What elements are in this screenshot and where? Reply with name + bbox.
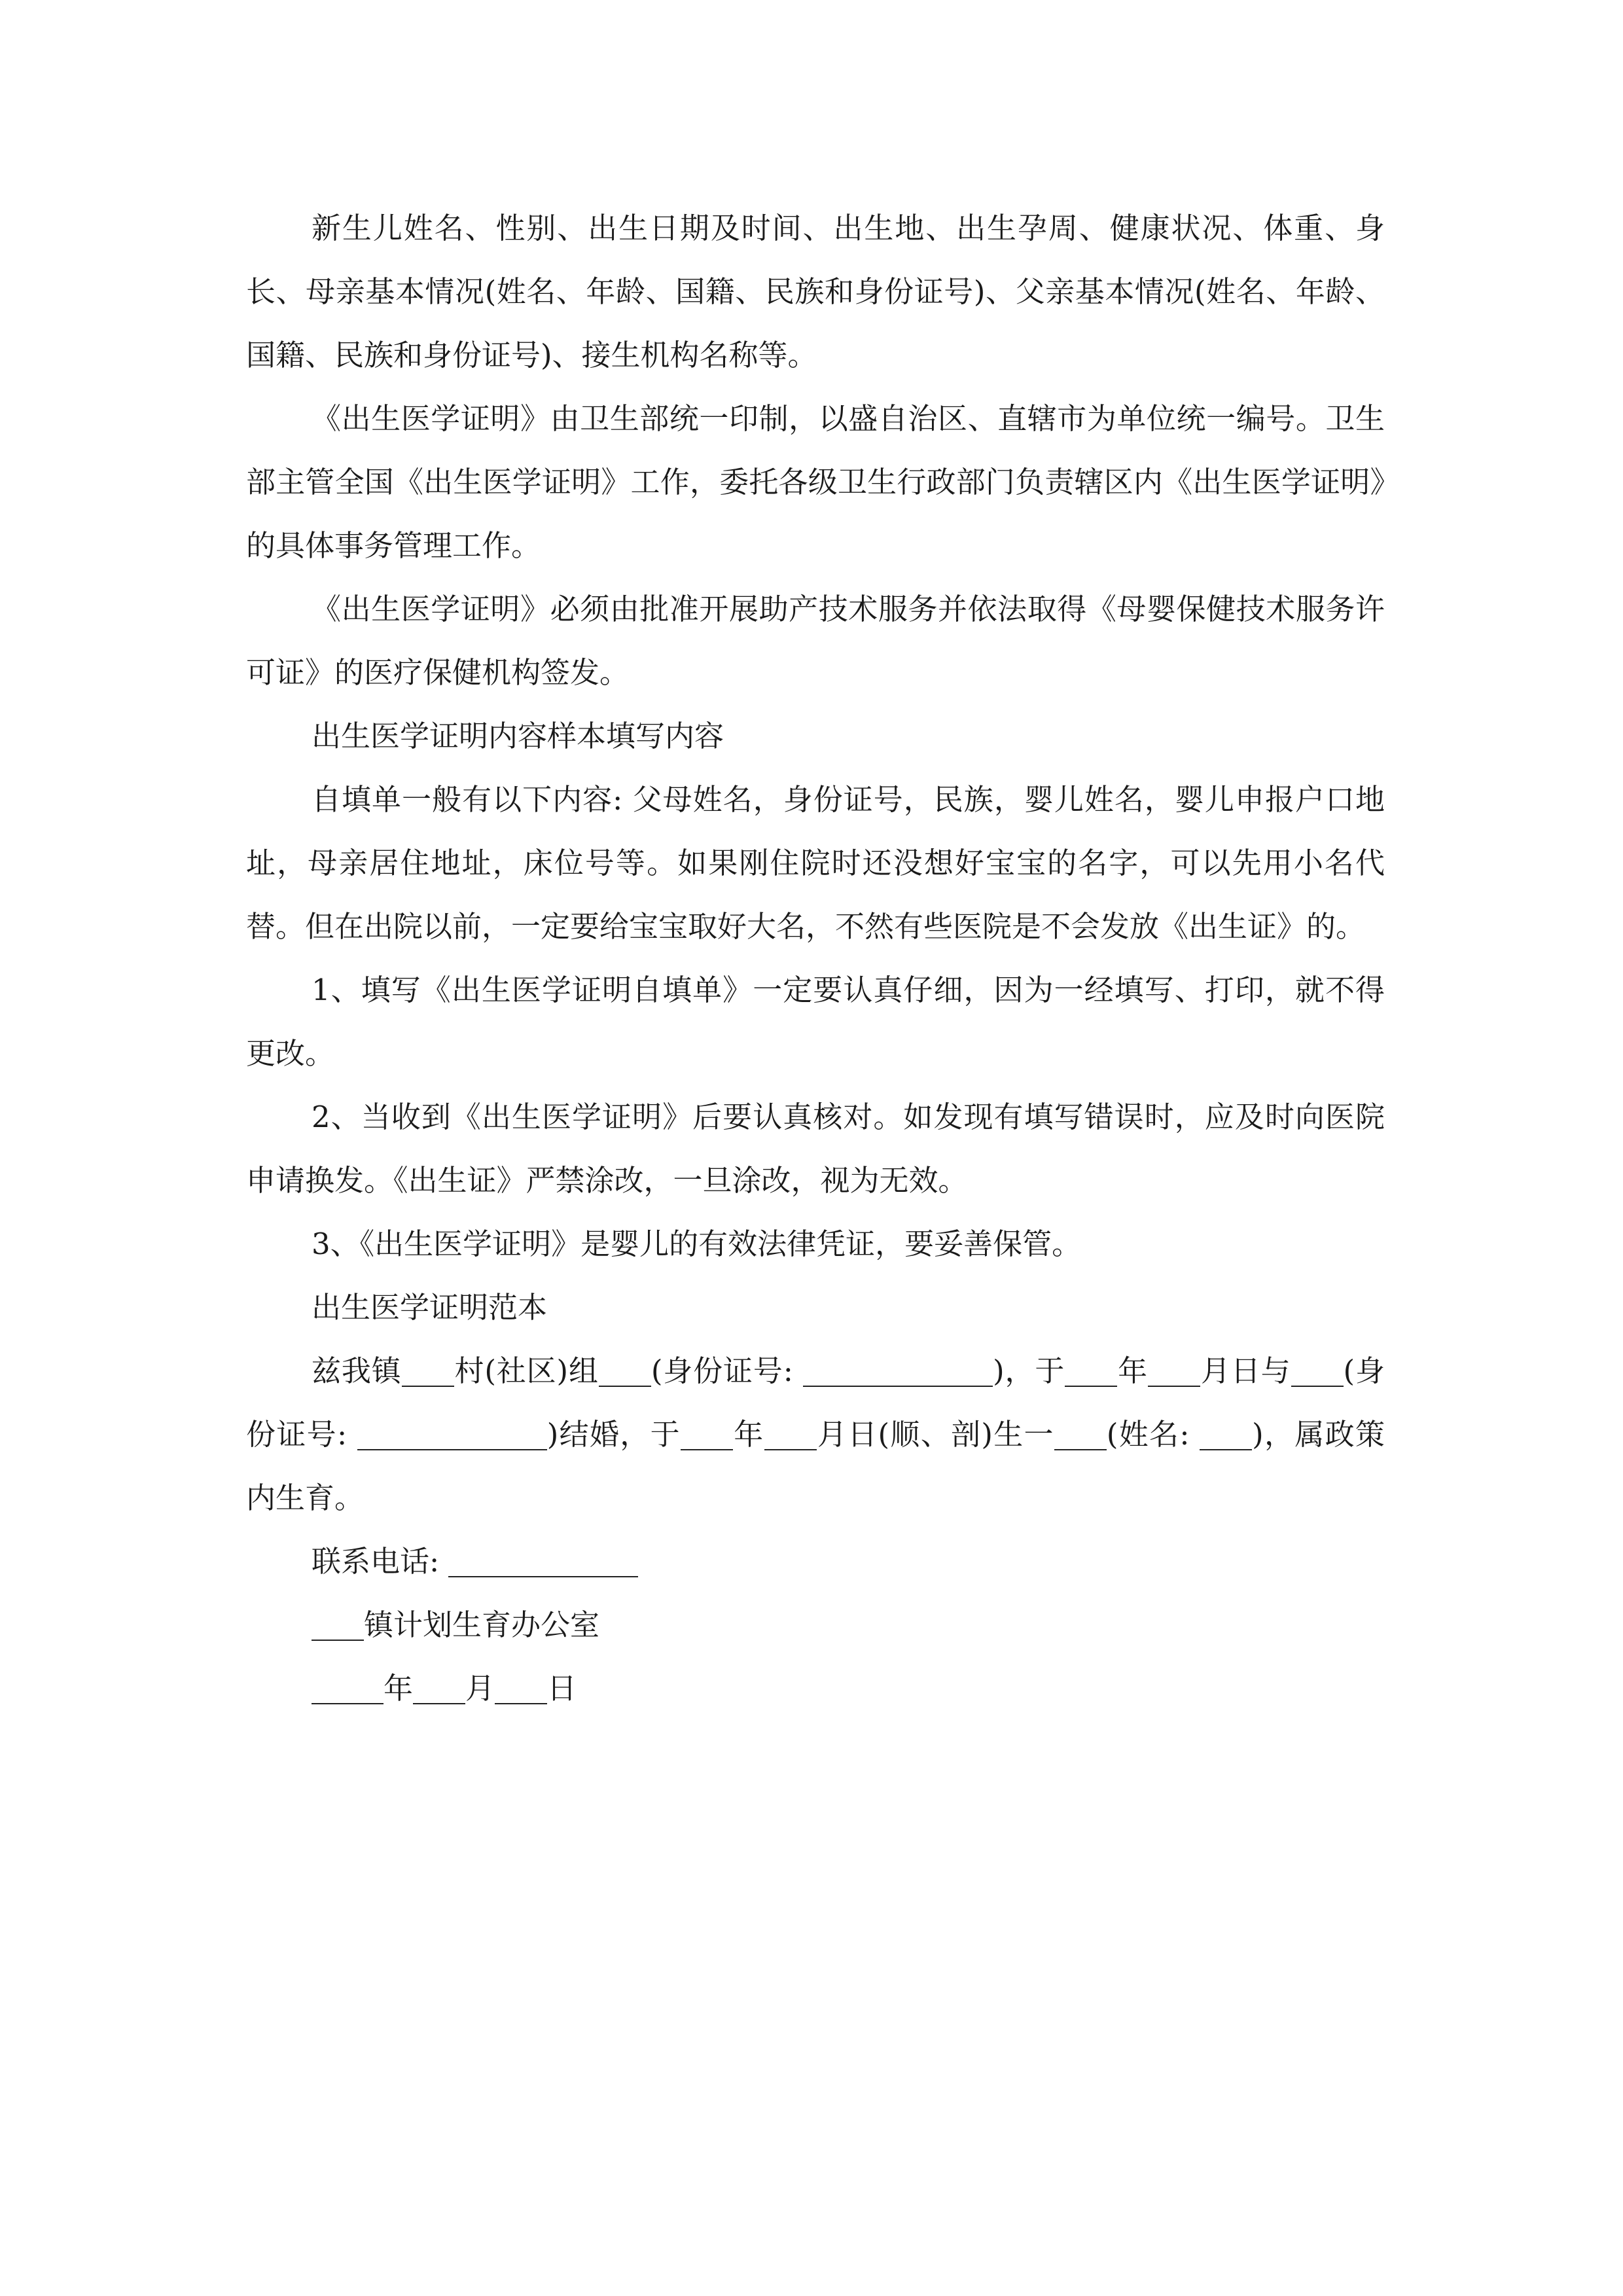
- blank-field: [1291, 1356, 1344, 1387]
- office-label: 镇计划生育办公室: [364, 1607, 600, 1642]
- month-label: 月: [465, 1671, 495, 1706]
- list-item-3: 3、《出生医学证明》是婴儿的有效法律凭证，要妥善保管。: [312, 1227, 1082, 1261]
- list-item-2: 2、当收到《出生医学证明》后要认真核对。如发现有填写错误时，应及时向医院申请换发。《出生证》严禁涂改，一旦涂改，视为无效。: [246, 1100, 1385, 1198]
- template-text: (身份证号:: [651, 1354, 804, 1388]
- template-text: (姓名:: [1106, 1417, 1200, 1452]
- section-heading-sample-content: 出生医学证明内容样本填写内容: [312, 719, 724, 753]
- contact-phone-line: [246, 1530, 1385, 1593]
- document-body: [246, 196, 1385, 1720]
- blank-field: [402, 1356, 454, 1387]
- date-line: [246, 1657, 1385, 1720]
- blank-field: [357, 1420, 547, 1450]
- blank-field: [803, 1356, 993, 1387]
- template-text: 村(社区)组: [454, 1354, 599, 1388]
- template-text: (身份证号:: [246, 1354, 1385, 1452]
- month-blank: [413, 1674, 465, 1704]
- paragraph-self-fill-form: 自填单一般有以下内容: 父母姓名，身份证号，民族，婴儿姓名，婴儿申报户口地址，母亲居住地址，床位号等。如果刚住院时还没想好宝宝的名字，可以先用小名代替。但在出院以前，一定要给宝宝取好大名，不然有些医院是不会发放《出生证》的。: [246, 782, 1385, 944]
- town-blank: [312, 1610, 364, 1641]
- blank-field: [1065, 1356, 1117, 1387]
- template-text: )，于: [993, 1354, 1065, 1388]
- paragraph-certificate-printing: 《出生医学证明》由卫生部统一印制，以盛自治区、直辖市为单位统一编号。卫生部主管全国《出生医学证明》工作，委托各级卫生行政部门负责辖区内《出生医学证明》的具体事务管理工作。: [246, 401, 1385, 563]
- phone-blank: [448, 1547, 638, 1577]
- blank-field: [764, 1420, 817, 1450]
- blank-field: [599, 1356, 651, 1387]
- blank-field: [1200, 1420, 1252, 1450]
- template-text: 与: [1260, 1354, 1291, 1388]
- template-text: 年: [732, 1417, 764, 1452]
- year-label: 年: [383, 1671, 414, 1706]
- template-text: )，属政策内生育。: [246, 1417, 1385, 1515]
- paragraph-newborn-info: 新生儿姓名、性别、出生日期及时间、出生地、出生孕周、健康状况、体重、身长、母亲基本情况(姓名、年龄、国籍、民族和身份证号)、父亲基本情况(姓名、年龄、国籍、民族和身份证号)、接生机构名称等。: [246, 211, 1385, 372]
- phone-label: 联系电话:: [312, 1544, 449, 1579]
- paragraph-certificate-issuer: 《出生医学证明》必须由批准开展助产技术服务并依法取得《母婴保健技术服务许可证》的医疗保健机构签发。: [246, 592, 1385, 690]
- template-text: 兹我镇: [312, 1354, 402, 1388]
- template-text: 月日(顺、剖)生一: [816, 1417, 1054, 1452]
- day-label: 日: [547, 1671, 577, 1706]
- day-blank: [495, 1674, 547, 1704]
- template-text: 年: [1117, 1354, 1149, 1388]
- blank-field: [1054, 1420, 1107, 1450]
- template-text: 月日: [1200, 1354, 1261, 1388]
- template-text: )结婚，于: [546, 1417, 681, 1452]
- blank-field: [681, 1420, 733, 1450]
- blank-field: [1148, 1356, 1200, 1387]
- template-paragraph: [246, 1339, 1385, 1530]
- list-item-1: 1、填写《出生医学证明自填单》一定要认真仔细，因为一经填写、打印，就不得更改。: [246, 973, 1385, 1071]
- year-blank: [312, 1674, 383, 1704]
- section-heading-template: 出生医学证明范本: [312, 1290, 548, 1325]
- office-line: [246, 1593, 1385, 1657]
